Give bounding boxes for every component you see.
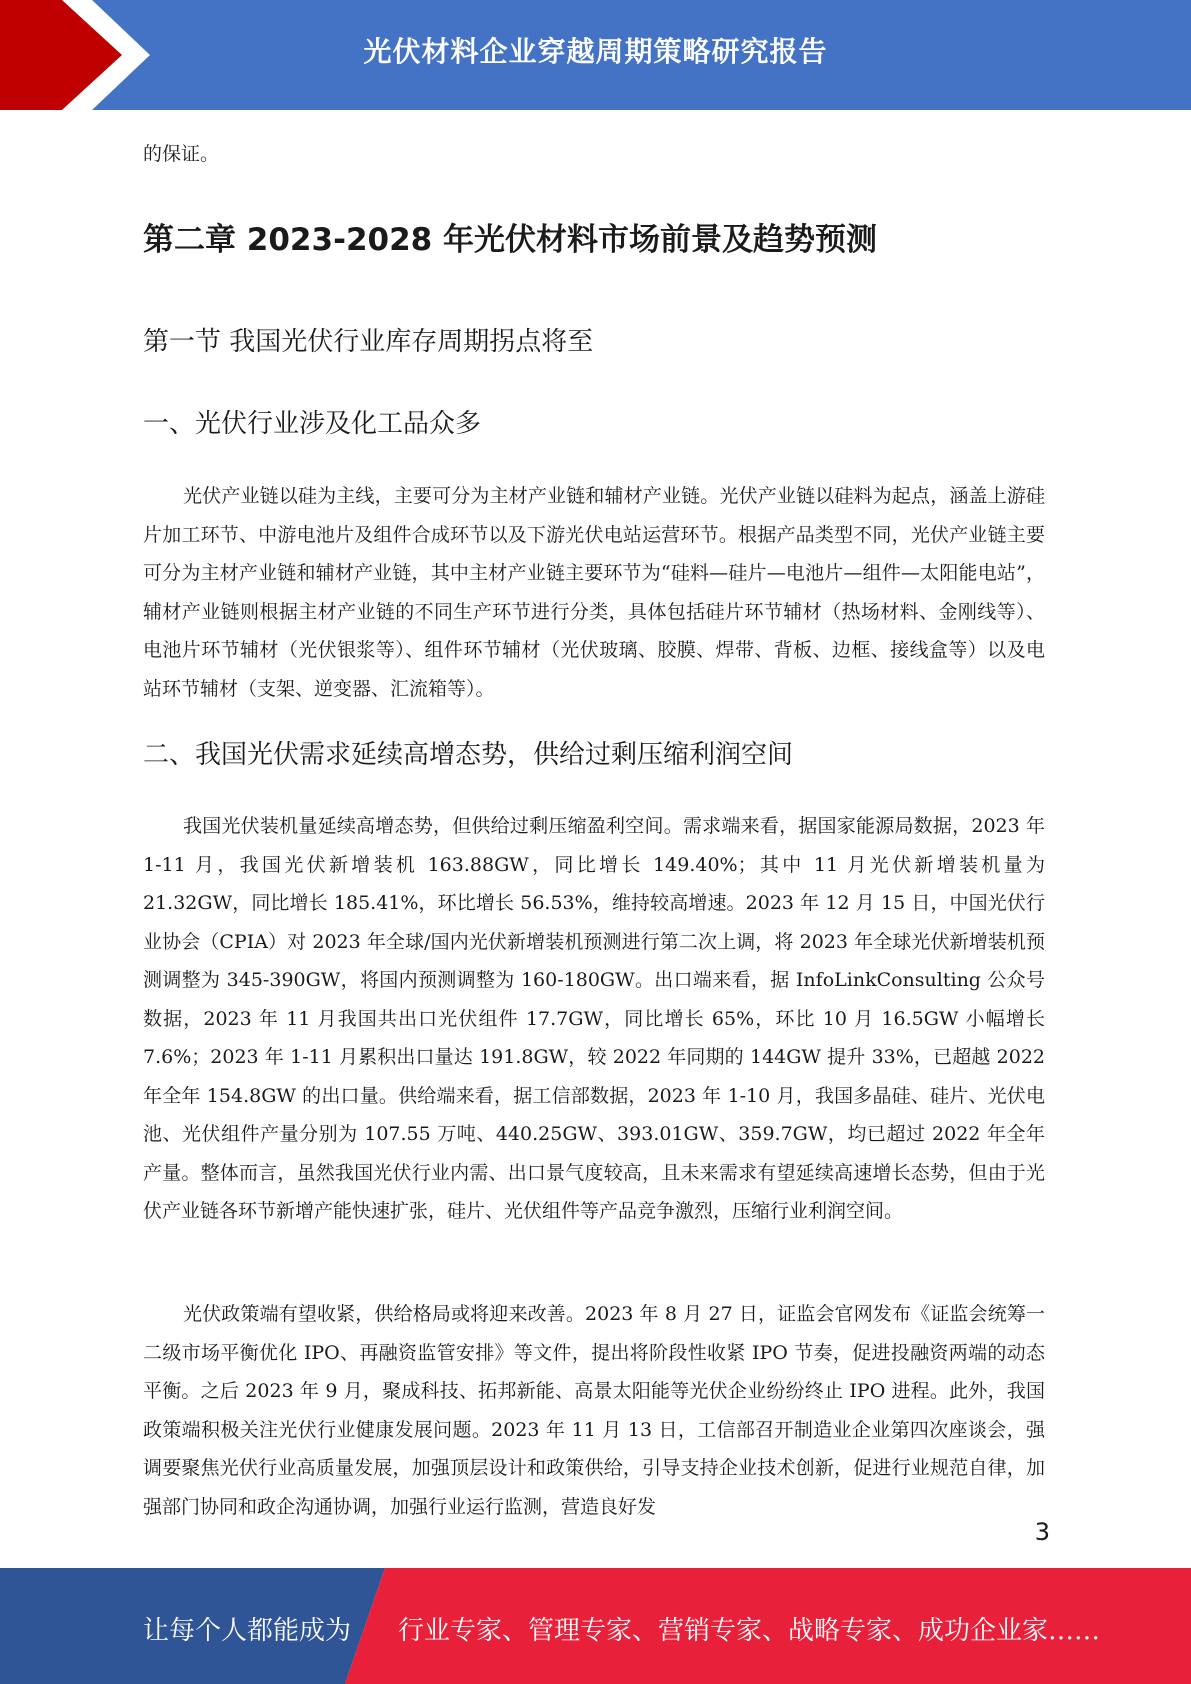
footer-slogan-left: 让每个人都能成为 bbox=[143, 1616, 352, 1646]
subsection-2-paragraph-1: 我国光伏装机量延续高增态势，但供给过剩压缩盈利空间。需求端来看，据国家能源局数据，2023 年 1-11 月，我国光伏新增装机 163.88GW，同比增长 149.40%；其中 11 月光伏新增装机量为 21.32GW，同比增长 185.41%，环比增长 56.53%，维持较高增速。2023 年 12 月 15 日，中国光伏行业协会（CPIA）对 2023 年全球/国内光伏新增装机预测进行第二次上调，将 2023 年全球光伏新增装机预测调整为 345-390GW，将国内预测调整为 160-180GW。出口端来看，据 InfoLinkConsulting 公众号数据，2023 年 11 月我国共出口光伏组件 17.7GW，同比增长 65%，环比 10 月 16.5GW 小幅增长 7.6%；2023 年 1-11 月累积出口量达 191.8GW，较 2022 年同期的 144GW 提升 33%，已超越 2022 年全年 154.8GW 的出口量。供给端来看，据工信部数据，2023 年 1-10 月，我国多晶硅、硅片、光伏电池、光伏组件产量分别为 107.55 万吨、440.25GW、393.01GW、359.7GW，均已超过 2022 年全年产量。整体而言，虽然我国光伏行业内需、出口景气度较高，且未来需求有望延续高速增长态势，但由于光伏产业链各环节新增产能快速扩张，硅片、光伏组件等产品竞争激烈，压缩行业利润空间。 bbox=[143, 815, 1045, 1222]
subsection-2-title: 二、我国光伏需求延续高增态势，供给过剩压缩利润空间 bbox=[143, 740, 794, 770]
intro-fragment: 的保证。 bbox=[143, 143, 220, 165]
page-footer bbox=[0, 1568, 1191, 1684]
section-title: 第一节 我国光伏行业库存周期拐点将至 bbox=[143, 327, 594, 357]
subsection-1-paragraph: 光伏产业链以硅为主线，主要可分为主材产业链和辅材产业链。光伏产业链以硅料为起点，涵盖上游硅片加工环节、中游电池片及组件合成环节以及下游光伏电站运营环节。根据产品类型不同，光伏产业链主要可分为主材产业链和辅材产业链，其中主材产业链主要环节为“硅料—硅片—电池片—组件—太阳能电站”，辅材产业链则根据主材产业链的不同生产环节进行分类，具体包括硅片环节辅材（热场材料、金刚线等）、电池片环节辅材（光伏银浆等）、组件环节辅材（光伏玻璃、胶膜、焊带、背板、边框、接线盒等）以及电站环节辅材（支架、逆变器、汇流箱等）。 bbox=[143, 485, 1045, 700]
report-title: 光伏材料企业穿越周期策略研究报告 bbox=[363, 35, 828, 68]
chapter-title: 第二章 2023-2028 年光伏材料市场前景及趋势预测 bbox=[143, 222, 878, 258]
footer-slogan-right: 行业专家、管理专家、营销专家、战略专家、成功企业家…… bbox=[398, 1616, 1101, 1646]
page-number: 3 bbox=[1034, 1518, 1050, 1546]
subsection-1-title: 一、光伏行业涉及化工品众多 bbox=[143, 409, 482, 439]
page-header bbox=[0, 0, 1191, 110]
subsection-2-paragraph-2: 光伏政策端有望收紧，供给格局或将迎来改善。2023 年 8 月 27 日，证监会官网发布《证监会统筹一二级市场平衡优化 IPO、再融资监管安排》等文件，提出将阶段性收紧 IPO 节奏，促进投融资两端的动态平衡。之后 2023 年 9 月，聚成科技、拓邦新能、高景太阳能等光伏企业纷纷终止 IPO 进程。此外，我国政策端积极关注光伏行业健康发展问题。2023 年 11 月 13 日，工信部召开制造业企业第四次座谈会，强调要聚焦光伏行业高质量发展，加强顶层设计和政策供给，引导支持企业技术创新，促进行业规范自律，加强部门协同和政企沟通协调，加强行业运行监测，营造良好发 bbox=[143, 1303, 1045, 1518]
